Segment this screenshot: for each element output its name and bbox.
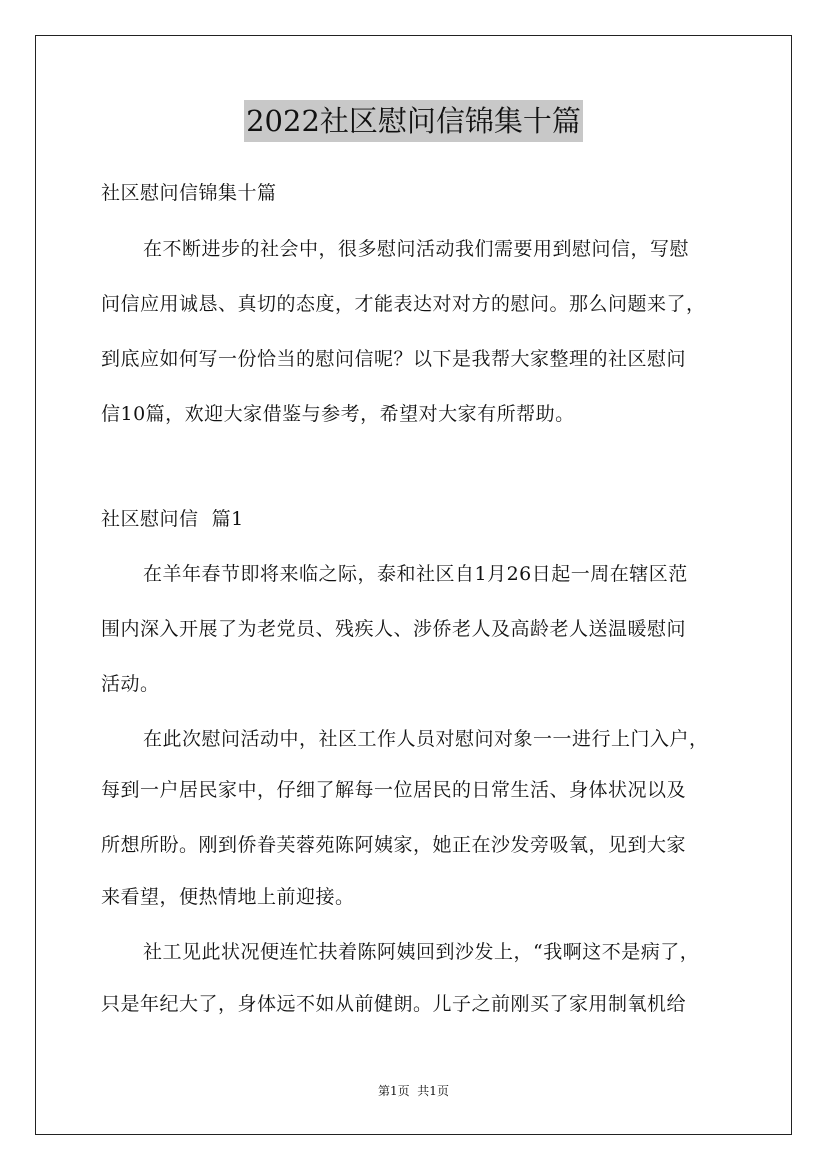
body-line-2: 围内深入开展了为老党员、残疾人、涉侨老人及高龄老人送温暖慰问 (101, 618, 687, 640)
title-container (0, 100, 827, 142)
body-line-4: 在此次慰问活动中，社区工作人员对慰问对象一一进行上门入户， (143, 728, 709, 750)
page-number-label: 第1页 共1页 (378, 1084, 449, 1098)
body-line-3: 活动。 (101, 673, 160, 695)
body-line-7: 来看望，便热情地上前迎接。 (101, 886, 355, 908)
body-line-1: 在羊年春节即将来临之际，泰和社区自1月26日起一周在辖区范 (143, 563, 688, 585)
intro-line-4: 信10篇，欢迎大家借鉴与参考，希望对大家有所帮助。 (101, 403, 575, 425)
document-subtitle: 社区慰问信锦集十篇 (101, 182, 277, 204)
body-line-8: 社工见此状况便连忙扶着陈阿姨回到沙发上，“我啊这不是病了， (143, 941, 700, 963)
section-heading: 社区慰问信 篇1 (101, 508, 244, 530)
body-line-9: 只是年纪大了，身体远不如从前健朗。儿子之前刚买了家用制氧机给 (101, 993, 687, 1015)
document-title: 2022社区慰问信锦集十篇 (244, 100, 583, 142)
body-line-6: 所想所盼。刚到侨眷芙蓉苑陈阿姨家，她正在沙发旁吸氧，见到大家 (101, 834, 687, 856)
page-footer (0, 1083, 827, 1099)
intro-line-2: 问信应用诚恳、真切的态度，才能表达对对方的慰问。那么问题来了， (101, 293, 706, 315)
body-line-5: 每到一户居民家中，仔细了解每一位居民的日常生活、身体状况以及 (101, 779, 687, 801)
intro-line-3: 到底应如何写一份恰当的慰问信呢？以下是我帮大家整理的社区慰问 (101, 348, 687, 370)
intro-line-1: 在不断进步的社会中，很多慰问活动我们需要用到慰问信，写慰 (143, 238, 690, 260)
